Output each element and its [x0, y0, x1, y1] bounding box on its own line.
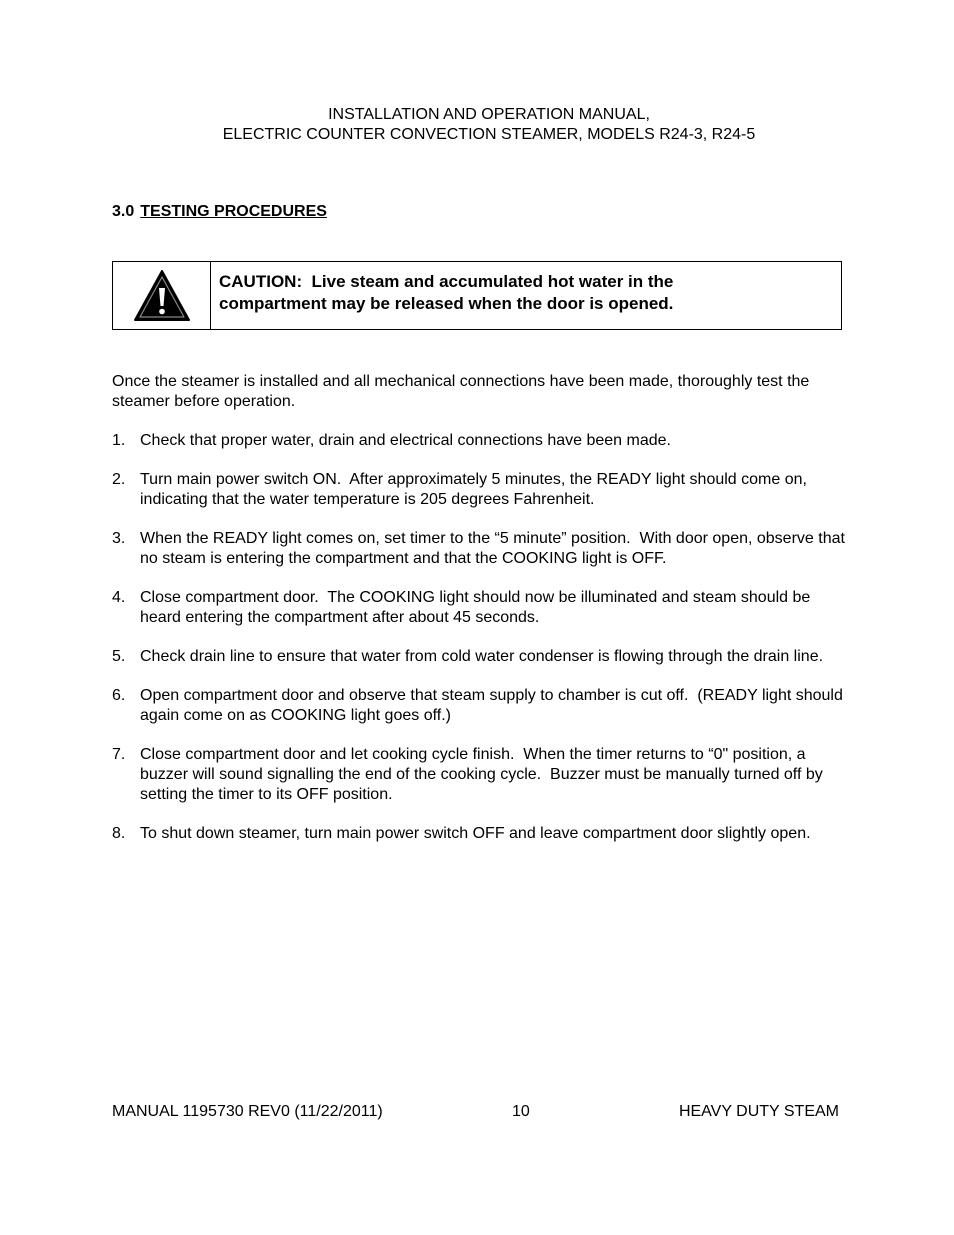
step-text: Check drain line to ensure that water from cold water condenser is flowing through the drain line. [140, 648, 824, 665]
step-number: 5. [112, 648, 126, 665]
step-text: Turn main power switch ON. After approximately 5 minutes, the READY light should come on, indicating that the water temperature is 205 degrees Fahrenheit. [140, 471, 812, 508]
step-text: When the READY light comes on, set timer to the “5 minute” position. With door open, observe that no steam is entering the compartment and that the COOKING light is OFF. [140, 530, 850, 567]
step-number: 4. [112, 589, 126, 606]
step-text: Close compartment door. The COOKING light should now be illuminated and steam should be heard entering the compartment after about 45 seconds. [140, 589, 815, 626]
header-line-1: INSTALLATION AND OPERATION MANUAL, [328, 106, 650, 123]
caution-line-1: CAUTION: Live steam and accumulated hot water in the [219, 272, 674, 291]
document-header [0, 105, 954, 145]
list-item [112, 529, 852, 569]
footer-manual-number: MANUAL 1195730 REV0 (11/22/2011) [112, 1103, 383, 1120]
intro-paragraph: Once the steamer is installed and all mechanical connections have been made, thoroughly test the steamer before operation. [112, 373, 810, 410]
step-number: 8. [112, 825, 126, 842]
step-text: Check that proper water, drain and electrical connections have been made. [140, 432, 671, 449]
step-number: 2. [112, 471, 126, 488]
step-text: Close compartment door and let cooking cycle finish. When the timer returns to “0" position, a buzzer will sound signalling the end of the cooking cycle. Buzzer must be manually turned off by setting the timer to its OFF position. [140, 746, 828, 803]
section-title: TESTING PROCEDURES [140, 203, 327, 220]
step-number: 7. [112, 746, 126, 763]
footer-page-number: 10 [512, 1103, 530, 1120]
step-text: Open compartment door and observe that steam supply to chamber is cut off. (READY light should again come on as COOKING light goes off.) [140, 687, 848, 724]
warning-triangle-icon [133, 269, 191, 323]
list-item [112, 745, 852, 805]
step-number: 1. [112, 432, 126, 449]
steps-list [112, 431, 852, 863]
caution-line-2: compartment may be released when the door is opened. [219, 294, 674, 313]
footer-brand: HEAVY DUTY STEAM [678, 1103, 839, 1120]
list-item [112, 431, 852, 451]
list-item [112, 470, 852, 510]
section-heading [112, 202, 327, 222]
caution-icon-cell [113, 262, 211, 329]
step-number: 3. [112, 530, 126, 547]
list-item [112, 686, 852, 726]
section-number: 3.0 [112, 203, 135, 220]
step-number: 6. [112, 687, 126, 704]
list-item [112, 647, 852, 667]
list-item [112, 824, 852, 844]
caution-text [211, 262, 673, 329]
step-text: To shut down steamer, turn main power switch OFF and leave compartment door slightly open. [140, 825, 811, 842]
list-item [112, 588, 852, 628]
header-line-2: ELECTRIC COUNTER CONVECTION STEAMER, MODELS R24-3, R24-5 [222, 126, 756, 143]
caution-box [112, 261, 842, 330]
